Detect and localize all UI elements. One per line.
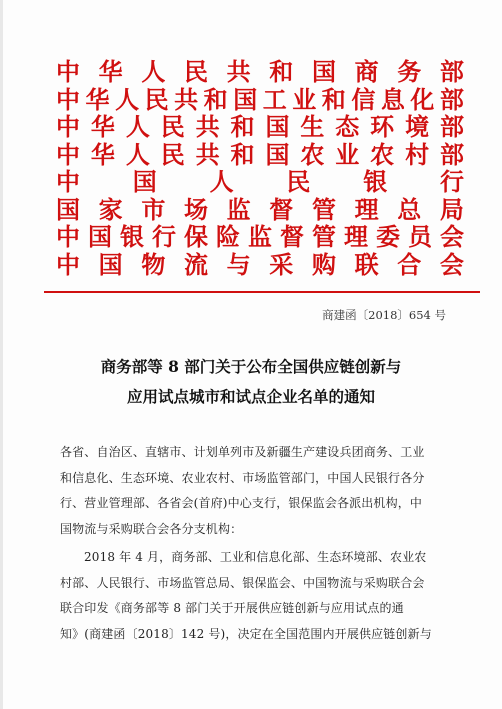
addressee-line: 国物流与采购联合会各分支机构： [60,521,243,536]
agency-line [56,168,464,196]
agency-line [56,86,464,114]
agency-char: 国 [98,249,123,279]
issuing-agencies-header [56,58,464,278]
agency-char: 监 [248,222,272,251]
agency-char: 和 [321,84,346,114]
agency-char: 中 [56,57,80,86]
agency-char: 境 [405,112,430,141]
agency-char: 中 [56,112,80,141]
agency-char: 国 [56,194,80,224]
agency-char: 流 [183,249,208,279]
agency-char: 部 [439,139,464,169]
agency-char: 态 [335,112,360,141]
agency-char: 中 [56,222,80,251]
agency-char: 和 [230,139,255,169]
agency-char: 管 [312,222,336,251]
agency-char: 国 [311,57,336,86]
agency-char: 部 [439,112,464,141]
agency-line [56,251,464,279]
addressee-line: 各省、自治区、直辖市、计划单列市及新疆生产建设兵团商务、工业 [60,445,425,459]
body-line: 知》(商建函〔2018〕142 号)，决定在全国范围内开展供应链创新与 [60,626,432,641]
agency-char: 信 [351,84,376,114]
agency-char: 环 [370,112,395,141]
agency-char: 人 [209,167,234,196]
agency-char: 务 [397,57,422,86]
agency-char: 国 [88,222,112,251]
agency-char: 采 [269,249,294,279]
agency-char: 监 [226,194,251,224]
body-paragraph [60,545,460,647]
agency-char: 民 [144,84,169,114]
body-line: 村部、人民银行、市场监管总局、银保监会、中国物流与采购联合会 [60,575,425,590]
agency-char: 保 [184,222,208,251]
agency-char: 华 [98,57,123,86]
agency-char: 共 [195,139,220,169]
agency-char: 行 [152,222,176,251]
agency-char: 华 [90,112,115,141]
agency-char: 会 [440,222,464,251]
agency-char: 中 [56,84,80,114]
page-edge-shadow [0,0,3,709]
agency-char: 国 [233,84,258,114]
agency-char: 农 [300,139,325,169]
document-body [60,440,460,647]
agency-char: 业 [292,84,317,114]
agency-line [56,141,464,169]
agency-char: 人 [115,84,140,114]
agency-char: 中 [56,249,80,279]
agency-line [56,223,464,251]
agency-char: 家 [98,194,123,224]
title-line-1: 商务部等 8 部门关于公布全国供应链创新与 [100,357,402,376]
agency-char: 理 [344,222,368,251]
agency-line [56,196,464,224]
addressee-paragraph [60,440,460,542]
agency-line [56,58,464,86]
body-line: 联合印发《商务部等 8 部门关于开展供应链创新与应用试点的通 [60,601,404,615]
agency-char: 督 [269,194,294,224]
agency-char: 民 [160,139,185,169]
red-header-rule [44,291,480,293]
agency-char: 场 [183,194,208,224]
agency-char: 部 [439,57,464,86]
agency-char: 行 [439,167,464,196]
agency-char: 国 [265,139,290,169]
agency-char: 工 [262,84,287,114]
agency-char: 委 [376,222,400,251]
agency-char: 化 [410,84,435,114]
document-title [40,352,462,412]
document-number: 商建函〔2018〕654 号 [322,308,446,322]
agency-char: 物 [141,249,166,279]
agency-char: 和 [203,84,228,114]
agency-char: 员 [408,222,432,251]
agency-char: 华 [90,139,115,169]
agency-char: 险 [216,222,240,251]
title-line-2: 应用试点城市和试点企业名单的通知 [126,387,375,406]
agency-char: 银 [363,167,388,196]
agency-char: 人 [125,112,150,141]
agency-char: 中 [56,167,80,196]
agency-char: 市 [141,194,166,224]
addressee-line: 和信息化、生态环境、农业农村、市场监管部门，中国人民银行各分 [60,470,425,485]
agency-char: 督 [280,222,304,251]
agency-char: 和 [230,112,255,141]
agency-char: 人 [141,57,166,86]
agency-char: 和 [269,57,294,86]
agency-char: 银 [120,222,144,251]
agency-char: 管 [311,194,336,224]
agency-char: 局 [439,194,464,224]
agency-char: 中 [56,139,80,169]
agency-char: 合 [397,249,422,279]
agency-char: 村 [405,139,430,169]
agency-char: 共 [174,84,199,114]
agency-char: 联 [354,249,379,279]
agency-char: 共 [195,112,220,141]
addressee-line: 行、营业管理部、各省会(首府)中心支行，银保监会各派出机构，中 [60,496,423,510]
agency-char: 业 [335,139,360,169]
agency-char: 总 [397,194,422,224]
agency-char: 人 [125,139,150,169]
agency-line [56,113,464,141]
agency-char: 理 [354,194,379,224]
agency-char: 生 [300,112,325,141]
agency-char: 民 [160,112,185,141]
agency-char: 息 [380,84,405,114]
agency-char: 商 [354,57,379,86]
body-line: 2018 年 4 月，商务部、工业和信息化部、生态环境部、农业农 [84,550,427,564]
agency-char: 华 [85,84,110,114]
agency-char: 共 [226,57,251,86]
agency-char: 与 [226,249,251,279]
agency-char: 会 [439,249,464,279]
agency-char: 民 [183,57,208,86]
agency-char: 部 [439,84,464,114]
agency-char: 农 [370,139,395,169]
agency-char: 国 [265,112,290,141]
agency-char: 国 [132,167,157,196]
agency-char: 购 [311,249,336,279]
agency-char: 民 [286,167,311,196]
